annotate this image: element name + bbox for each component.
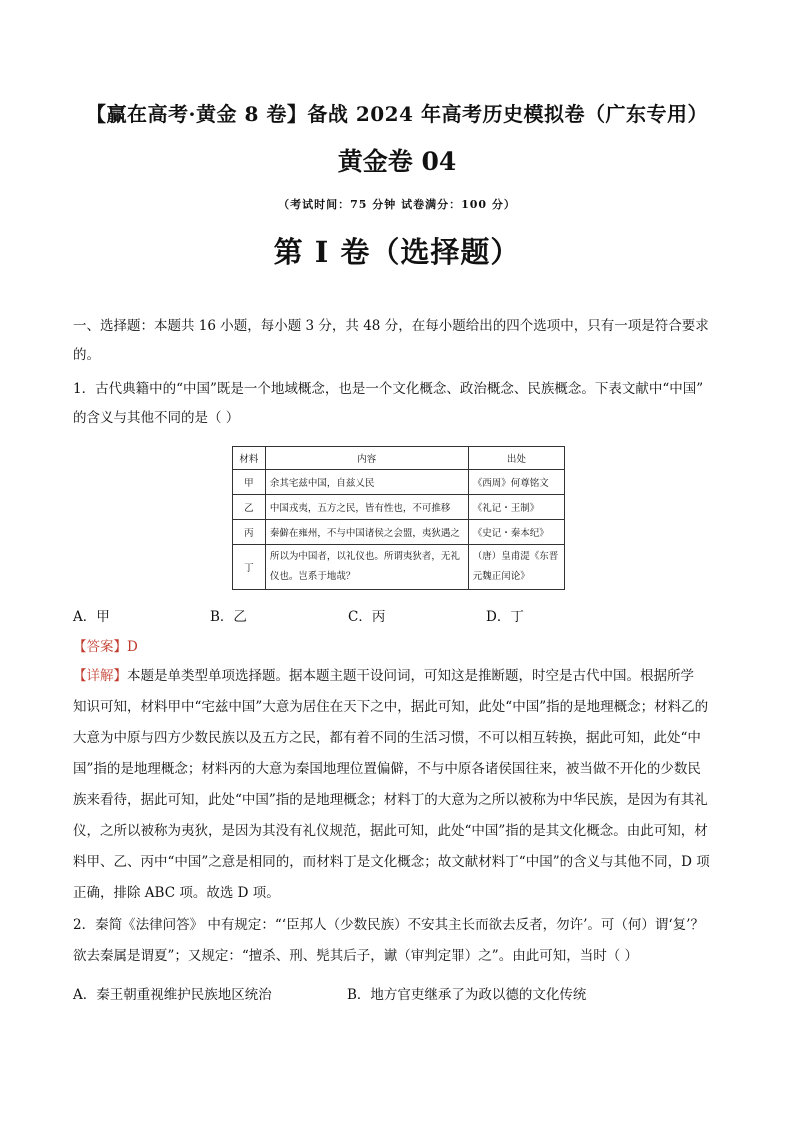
table-cell-source: 《史记・秦本纪》 xyxy=(468,520,564,545)
table-cell-content: 中国戎夷，五方之民，皆有性也，不可推移 xyxy=(265,495,468,520)
table-row xyxy=(233,520,565,545)
table-cell-label: 丁 xyxy=(233,545,266,590)
q1-option-c[interactable]: C．丙 xyxy=(348,609,386,625)
q1-explanation xyxy=(73,661,735,909)
answer-value: D xyxy=(127,639,138,655)
explain-line: 正确，排除 ABC 项。故选 D 项。 xyxy=(73,885,280,901)
q2-option-b[interactable]: B．地方官吏继承了为政以德的文化传统 xyxy=(347,987,587,1003)
table-cell-source: 《礼记・王制》 xyxy=(468,495,564,520)
table-cell-content: 所以为中国者，以礼仪也。所谓夷狄者，无礼仪也。岂系于地哉？ xyxy=(265,545,468,590)
explain-line: 国”指的是地理概念；材料丙的大意为秦国地理位置偏僻，不与中原各诸侯国往来，被当做不开化的少数民 xyxy=(73,761,701,777)
section-instruction-line1: 一、选择题：本题共 16 小题，每小题 3 分，共 48 分，在每小题给出的四个选项中，只有一项是符合要求 xyxy=(73,318,709,334)
table-cell-label: 丙 xyxy=(233,520,266,545)
table-cell-label: 乙 xyxy=(233,495,266,520)
q1-stem-line1: 1．古代典籍中的“中国”既是一个地域概念，也是一个文化概念、政治概念、民族概念。下表文献中“中国” xyxy=(73,381,704,397)
q2-stem xyxy=(73,910,735,972)
table-header-cell: 内容 xyxy=(265,447,468,470)
explain-label: 【详解】 xyxy=(73,668,127,684)
q1-stem-line2: 的含义与其他不同的是（ ） xyxy=(73,410,240,426)
table-header-cell: 材料 xyxy=(233,447,266,470)
table-cell-source: 《西周》何尊铭文 xyxy=(468,470,564,495)
table-cell-label: 甲 xyxy=(233,470,266,495)
table-row xyxy=(233,470,565,495)
q2-stem-line: 2．秦简《法律问答》 中有规定：“‘臣邦人（少数民族）不安其主长而欲去反者，勿许’。可（何）谓‘复’？ xyxy=(73,917,704,933)
q2-stem-line: 欲去秦属是谓夏”；又规定：“擅杀、刑、髡其后子，谳（审判定罪）之”。由此可知，当时（ ） xyxy=(73,948,638,964)
q1-option-a[interactable]: A．甲 xyxy=(73,609,110,625)
section-title: 第 I 卷（选择题） xyxy=(273,235,521,269)
explain-line: 族来看待，据此可知，此处“中国”指的是地理概念；材料丁的大意为之所以被称为中华民族，是因为有其礼 xyxy=(73,792,708,808)
exam-subtitle: 黄金卷 04 xyxy=(337,147,457,176)
explain-line: 大意为中原与四方少数民族以及五方之民，都有着不同的生活习惯，不可以相互转换，据此可知，此处“中 xyxy=(73,730,701,746)
explain-line: 料甲、乙、丙中“中国”之意是相同的，而材料丁是文化概念；故文献材料丁“中国”的含义与其他不同，D 项 xyxy=(73,854,710,870)
exam-title: 【赢在高考·黄金 8 卷】备战 2024 年高考历史模拟卷（广东专用） xyxy=(86,102,708,126)
exam-time-info: （考试时间：75 分钟 试卷满分：100 分） xyxy=(278,198,516,211)
q1-option-b[interactable]: B．乙 xyxy=(210,609,247,625)
q2-option-a[interactable]: A．秦王朝重视维护民族地区统治 xyxy=(73,987,272,1003)
q1-source-table xyxy=(232,446,565,590)
table-cell-source: （唐）皇甫湜《东晋元魏正闰论》 xyxy=(468,545,564,590)
section-instruction-line2: 的。 xyxy=(73,347,100,363)
table-header-cell: 出处 xyxy=(468,447,564,470)
answer-label: 【答案】 xyxy=(73,639,127,655)
table-row xyxy=(233,545,565,590)
explain-line: 本题是单类型单项选择题。据本题主题干设问词，可知这是推断题，时空是古代中国。根据所学 xyxy=(127,668,694,684)
q1-option-d[interactable]: D．丁 xyxy=(486,609,524,625)
table-cell-content: 余其宅兹中国，自兹乂民 xyxy=(265,470,468,495)
explain-line: 仪，之所以被称为夷狄，是因为其没有礼仪规范，据此可知，此处“中国”指的是其文化概念。由此可知，材 xyxy=(73,823,708,839)
explain-line: 知识可知，材料甲中“宅兹中国”大意为居住在天下之中，据此可知，此处“中国”指的是地理概念；材料乙的 xyxy=(73,699,709,715)
table-row xyxy=(233,495,565,520)
q1-answer xyxy=(73,637,733,657)
table-cell-content: 秦僻在雍州，不与中国诸侯之会盟，夷狄遇之 xyxy=(265,520,468,545)
table-header-row xyxy=(233,447,565,470)
